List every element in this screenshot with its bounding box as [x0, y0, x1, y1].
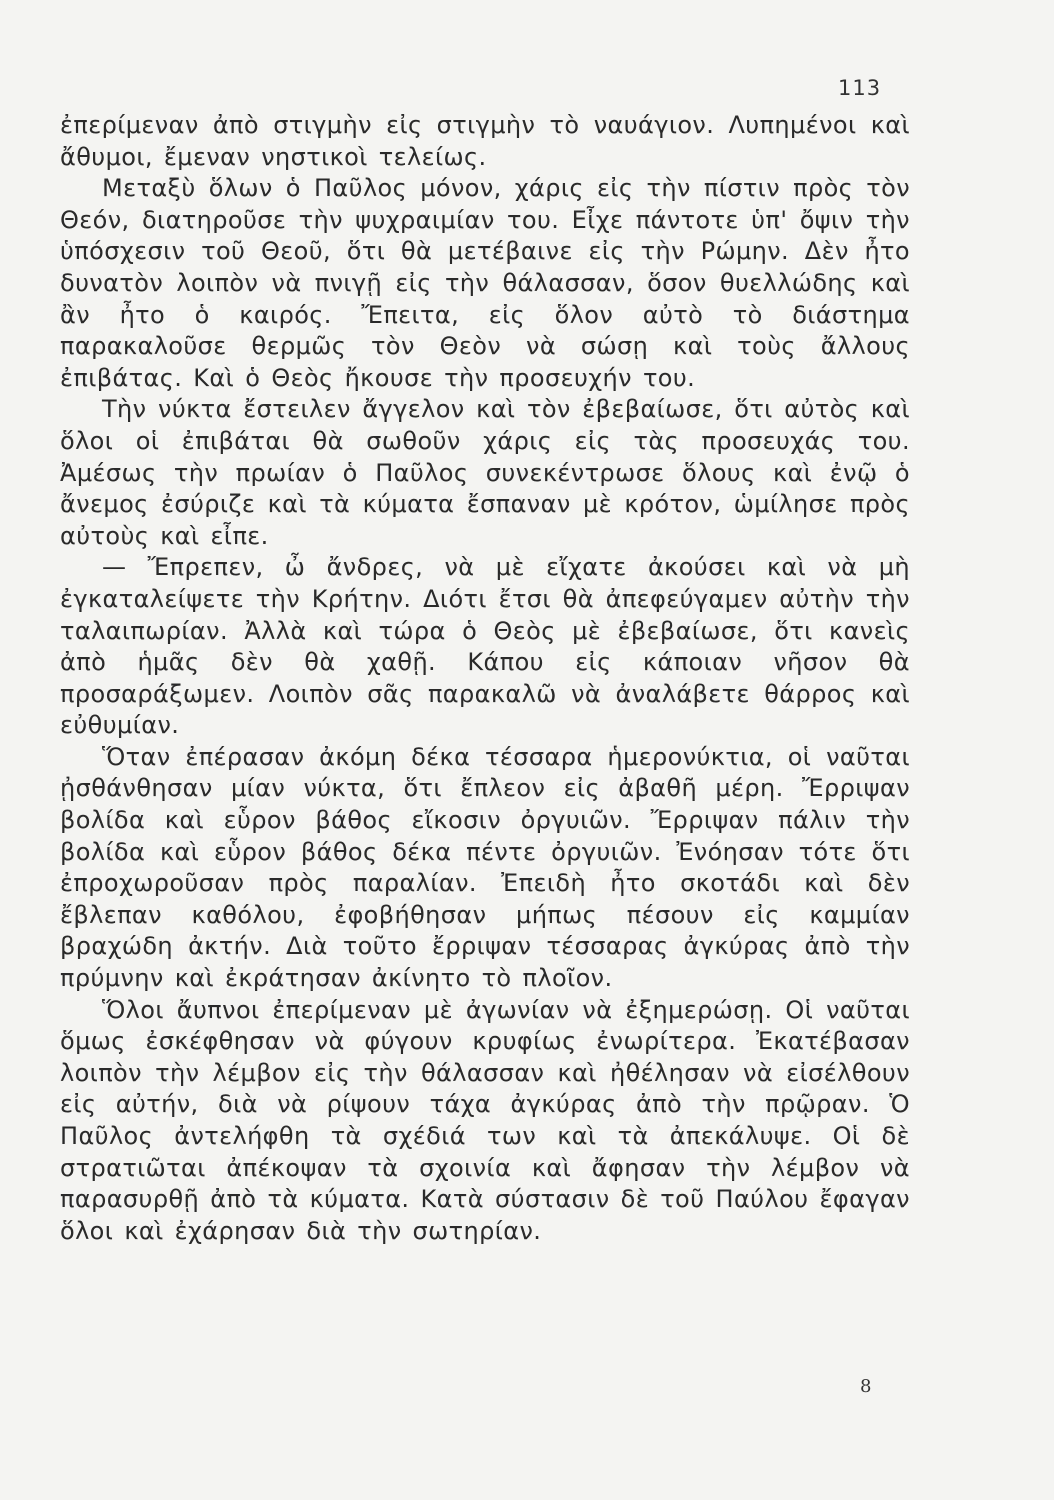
paragraph-1: ἐπερίμεναν ἀπὸ στιγμὴν εἰς στιγμὴν τὸ ναυάγιον. Λυπημένοι καὶ ἄθυμοι, ἔμεναν νηστικοὶ τελείως.: [60, 111, 910, 171]
signature-mark: 8: [860, 1376, 872, 1397]
paragraph-2: Μεταξὺ ὅλων ὁ Παῦλος μόνον, χάρις εἰς τὴν πίστιν πρὸς τὸν Θεόν, διατηροῦσε τὴν ψυχραιμίαν του. Εἶχε πάντοτε ὑπ' ὄψιν τὴν ὑπόσχεσιν τοῦ Θεοῦ, ὅτι θὰ μετέβαινε εἰς τὴν Ρώμην. Δὲν ἦτο δυνατὸν λοιπὸν νὰ πνιγῇ εἰς τὴν θάλασσαν, ὅσον θυελλώδης καὶ ἂν ἦτο ὁ καιρός. Ἔπειτα, εἰς ὅλον αὐτὸ τὸ διάστημα παρακαλοῦσε θερμῶς τὸν Θεὸν νὰ σώσῃ καὶ τοὺς ἄλλους ἐπιβάτας. Καὶ ὁ Θεὸς ἤκουσε τὴν προσευχήν του.: [60, 174, 910, 392]
paragraph-6: Ὅλοι ἄυπνοι ἐπερίμεναν μὲ ἀγωνίαν νὰ ἐξημερώσῃ. Οἱ ναῦται ὅμως ἐσκέφθησαν νὰ φύγουν κρυφίως ἐνωρίτερα. Ἐκατέβασαν λοιπὸν τὴν λέμβον εἰς τὴν θάλασσαν καὶ ἠθέλησαν νὰ εἰσέλθουν εἰς αὐτήν, διὰ νὰ ρίψουν τάχα ἀγκύρας ἀπὸ τὴν πρῷραν. Ὁ Παῦλος ἀντελήφθη τὰ σχέδιά των καὶ τὰ ἀπεκάλυψε. Οἱ δὲ στρατιῶται ἀπέκοψαν τὰ σχοινία καὶ ἄφησαν τὴν λέμβον νὰ παρασυρθῇ ἀπὸ τὰ κύματα. Κατὰ σύστασιν δὲ τοῦ Παύλου ἔφαγαν ὅλοι καὶ ἐχάρησαν διὰ τὴν σωτηρίαν.: [60, 995, 910, 1245]
body-text: [60, 110, 910, 1247]
page-number: 113: [838, 76, 882, 100]
paragraph-3: Τὴν νύκτα ἔστειλεν ἄγγελον καὶ τὸν ἐβεβαίωσε, ὅτι αὐτὸς καὶ ὅλοι οἱ ἐπιβάται θὰ σωθοῦν χάρις εἰς τὰς προσευχάς του. Ἀμέσως τὴν πρωίαν ὁ Παῦλος συνεκέντρωσε ὅλους καὶ ἐνῷ ὁ ἄνεμος ἐσύριζε καὶ τὰ κύματα ἔσπαναν μὲ κρότον, ὡμίλησε πρὸς αὐτοὺς καὶ εἶπε.: [60, 395, 910, 550]
paragraph-4: — Ἔπρεπεν, ὦ ἄνδρες, νὰ μὲ εἴχατε ἀκούσει καὶ νὰ μὴ ἐγκαταλείψετε τὴν Κρήτην. Διότι ἔτσι θὰ ἀπεφεύγαμεν αὐτὴν τὴν ταλαιπωρίαν. Ἀλλὰ καὶ τώρα ὁ Θεὸς μὲ ἐβεβαίωσε, ὅτι κανεὶς ἀπὸ ἡμᾶς δὲν θὰ χαθῇ. Κάπου εἰς κάποιαν νῆσον θὰ προσαράξωμεν. Λοιπὸν σᾶς παρακαλῶ νὰ ἀναλάβετε θάρρος καὶ εὐθυμίαν.: [60, 553, 910, 740]
paragraph-5: Ὅταν ἐπέρασαν ἀκόμη δέκα τέσσαρα ἡμερονύκτια, οἱ ναῦται ᾐσθάνθησαν μίαν νύκτα, ὅτι ἔπλεον εἰς ἀβαθῆ μέρη. Ἔρριψαν βολίδα καὶ εὗρον βάθος εἴκοσιν ὀργυιῶν. Ἔρριψαν πάλιν τὴν βολίδα καὶ εὗρον βάθος δέκα πέντε ὀργυιῶν. Ἐνόησαν τότε ὅτι ἐπροχωροῦσαν πρὸς παραλίαν. Ἐπειδὴ ἦτο σκοτάδι καὶ δὲν ἔβλεπαν καθόλου, ἐφοβήθησαν μήπως πέσουν εἰς καμμίαν βραχώδη ἀκτήν. Διὰ τοῦτο ἔρριψαν τέσσαρας ἀγκύρας ἀπὸ τὴν πρύμνην καὶ ἐκράτησαν ἀκίνητο τὸ πλοῖον.: [60, 742, 910, 993]
